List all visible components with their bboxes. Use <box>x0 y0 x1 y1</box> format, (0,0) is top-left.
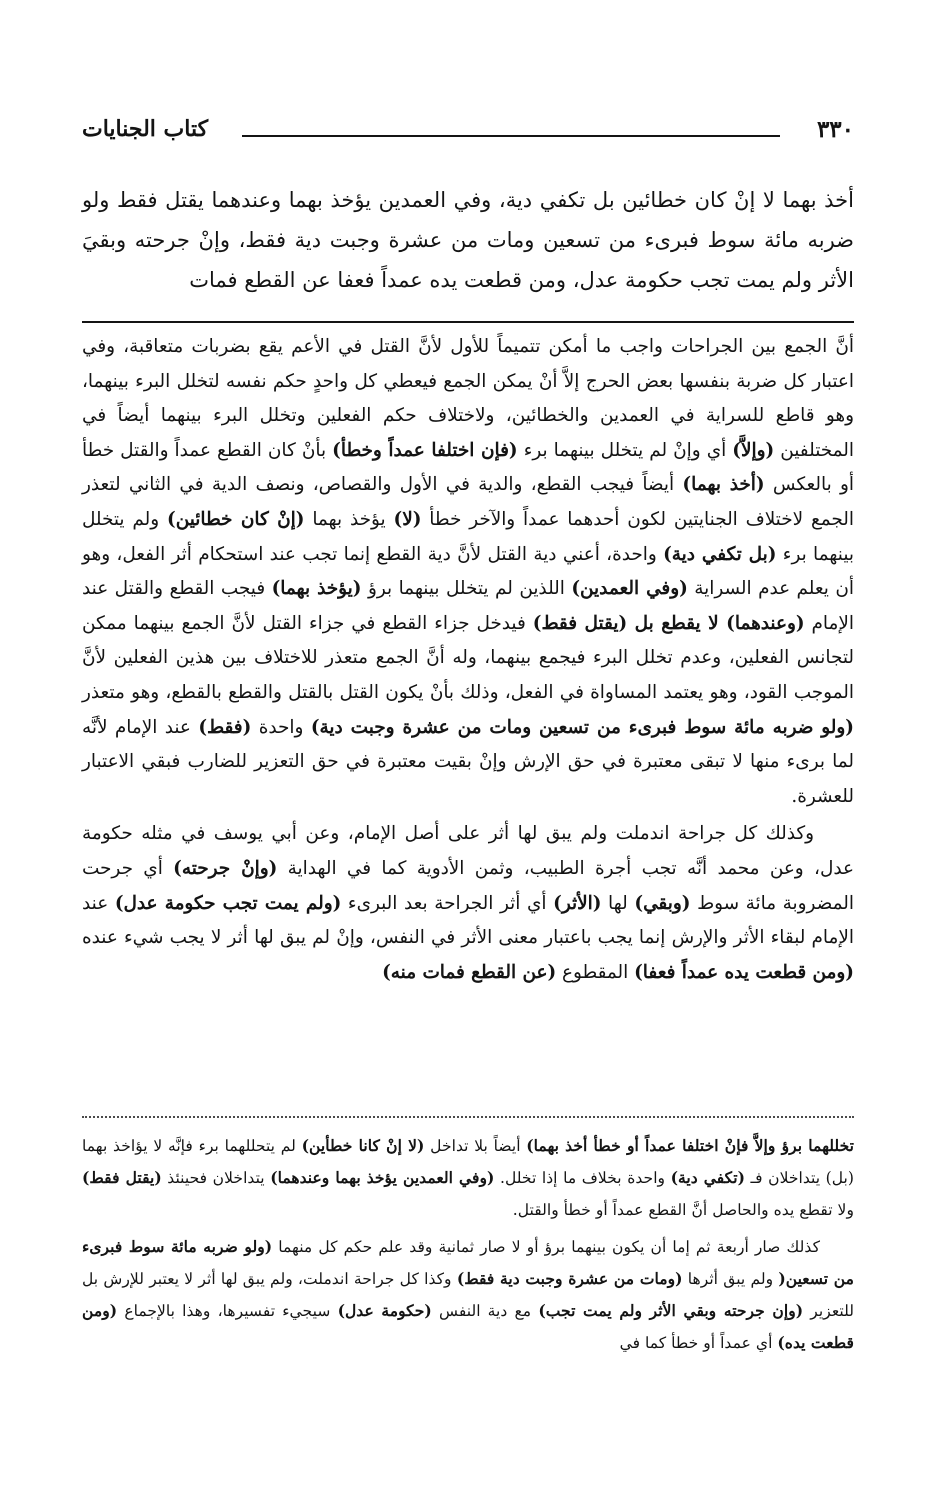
footnote-quote: (ومات من عشرة وجبت دية فقط) <box>456 1269 683 1288</box>
footnote-text: لم يتحللهما برء فإنَّه لا يؤاخذ بهما (بل) يتداخلان فـ <box>82 1137 854 1187</box>
commentary-quote: (ومن قطعت يده عمداً فعفا) <box>634 961 854 983</box>
running-title: كتاب الجنايات <box>82 116 209 142</box>
page-header <box>82 116 854 150</box>
commentary-quote: (يؤخذ بهما) <box>271 578 362 600</box>
header-rule <box>242 135 780 137</box>
commentary-text: فيجب القطع والقتل عند الإمام <box>82 578 854 634</box>
commentary-text: عند الإمام لبقاء الأثر والإرش إنما يجب باعتبار معنى الأثر في النفس، وإنْ لم يبق لها أثر لا يجب شيء عنده <box>82 892 854 949</box>
commentary-paragraph <box>82 817 854 990</box>
commentary-text: بأنْ كان القطع عمداً والقتل خطأ أو بالعكس <box>82 439 854 496</box>
commentary-text: أي وإنْ لم يتخلل بينهما برء <box>523 439 727 461</box>
commentary-text: فيدخل جزاء القطع في جزاء القتل لأنَّ الجمع بينهما ممكن لتجانس الفعلين، وعدم تخلل البرء فيجمع بينهما، وله أنَّ الجمع متعذر للاختلاف بين هذين الفعلين لأنَّ الموجب القود، وهو يعتمد المساواة في الفعل، وذلك بأنْ يكون القتل بالقتل والقطع بالقطع، وهو متعذر <box>82 612 854 703</box>
footnotes <box>82 1130 854 1359</box>
commentary-text: لها <box>608 892 628 914</box>
footnote-divider <box>82 1116 854 1118</box>
commentary-quote: (عن القطع فمات منه) <box>382 961 557 983</box>
commentary-quote: (وإنْ جرحته) <box>173 857 278 879</box>
footnote-quote: (تكفي دية) <box>670 1168 745 1187</box>
footnote-text: ولا تقطع يده والحاصل أنَّ القطع عمداً أو خطأ والقتل. <box>512 1201 854 1219</box>
commentary-text: أنَّ الجمع بين الجراحات واجب ما أمكن تتميماً للأول لأنَّ القتل في الأعم يقع بضربات متعاقبة، وفي اعتبار كل ضربة بنفسها بعض الحرج إلاَّ أنْ يمكن الجمع فيعطي كل واحدٍ حكم نفسه لتخلل البرء بينهما، وهو قاطع للسراية في العمدين والخطائين، ولاختلاف حكم الفعلين وتخلل البرء بينهما أيضاً في المختلفين <box>82 336 854 461</box>
footnote-text: كذلك صار أربعة ثم إما أن يكون بينهما برؤ أو لا صار ثمانية وقد علم حكم كل منهما <box>278 1238 820 1256</box>
main-text-body: أخذ بهما لا إنْ كان خطائين بل تكفي دية، وفي العمدين يؤخذ بهما وعندهما يقتل فقط ولو ضربه مائة سوط فبرىء من تسعين ومات من عشرة وجبت دية فقط، وإنْ جرحته وبقيَ الأثر ولم يمت تجب حكومة عدل، ومن قطعت يده عمداً فعفا عن القطع فمات <box>82 188 854 292</box>
commentary-text: اللذين لم يتخلل بينهما برؤ <box>367 578 565 600</box>
commentary-text: واحدة <box>258 716 304 738</box>
commentary <box>82 330 854 990</box>
footnote-text: ولم يبق أثرها <box>687 1270 774 1288</box>
commentary-text: أي أثر الجراحة بعد البرىء <box>347 892 547 914</box>
commentary-quote: (ولم يمت تجب حكومة عدل) <box>114 892 342 914</box>
footnote-paragraph <box>82 1231 854 1359</box>
commentary-text: ولم يتخلل بينهما برء <box>82 508 854 565</box>
footnote-quote: (وفي العمدين يؤخذ بهما وعندهما) <box>270 1168 495 1187</box>
footnote-quote: (حكومة عدل) <box>337 1301 432 1320</box>
commentary-quote: (فقط) <box>198 716 252 738</box>
commentary-quote: (بل تكفي دية) <box>663 543 777 565</box>
footnote-text: أي عمداً أو خطأ كما في <box>619 1334 773 1352</box>
commentary-quote: (الأثر) <box>553 892 602 914</box>
commentary-text: وكذلك كل جراحة اندملت ولم يبق لها أثر على أصل الإمام، وعن أبي يوسف في مثله حكومة عدل، وعن محمد أنَّه تجب أجرة الطبيب، وثمن الأدوية كما في الهداية <box>82 823 854 879</box>
commentary-text: أي جرحت المضروبة مائة سوط <box>82 857 854 914</box>
footnote-quote: تخللهما برؤ وإلاَّ فإنْ اختلفا عمداً أو خطأ أخذ بهما) <box>526 1136 854 1155</box>
footnote-quote: (يقتل فقط) <box>82 1168 162 1187</box>
commentary-text: أيضاً فيجب القطع، والدية في الأول والقصاص، ونصف الدية في الثاني لتعذر الجمع لاختلاف الجنايتين لكون أحدهما عمداً والآخر خطأ <box>82 474 854 530</box>
commentary-quote: (أخذ بهما) <box>682 474 765 496</box>
commentary-quote: (وبقي) <box>634 892 691 914</box>
commentary-text: يؤخذ بهما <box>312 508 386 530</box>
main-text-divider <box>82 321 854 323</box>
footnote-text: وكذا كل جراحة اندملت، ولم يبق لها أثر لا يعتبر للإرش بل للتعزير <box>82 1270 854 1320</box>
footnote-text: أيضاً بلا تداخل <box>430 1137 521 1155</box>
page-number: ٣٣٠ <box>816 116 854 143</box>
footnote-text: سيجيء تفسيرها، وهذا بالإجماع <box>124 1302 331 1320</box>
commentary-text: المقطوع <box>562 961 629 983</box>
footnote-paragraph <box>82 1130 854 1226</box>
commentary-quote: (وفي العمدين) <box>571 578 688 600</box>
commentary-quote: (وعندهما) لا يقطع بل (يقتل فقط) <box>532 612 805 634</box>
commentary-quote: (إنْ كان خطائين) <box>167 508 305 530</box>
footnote-quote: (ولو ضربه مائة سوط فبرىء من تسعين( <box>82 1237 854 1288</box>
commentary-quote: (لا) <box>393 508 422 530</box>
commentary-paragraph <box>82 330 854 814</box>
commentary-text: واحدة، أعني دية القتل لأنَّ دية القطع إنما تجب عند استحكام أثر الفعل، وهو أن يعلم عدم السراية <box>82 543 854 600</box>
footnote-quote: (ومن قطعت يده) <box>82 1301 854 1352</box>
commentary-quote: (وإلاَّ) <box>732 439 775 461</box>
main-text <box>82 180 854 300</box>
footnote-text: واحدة بخلاف ما إذا تخلل. <box>499 1169 666 1187</box>
commentary-quote: (فإن اختلفا عمداً وخطأ) <box>332 439 518 461</box>
footnote-quote: (لا إنْ كانا خطأين) <box>301 1136 425 1155</box>
footnote-text: مع دية النفس <box>438 1302 532 1320</box>
commentary-quote: (ولو ضربه مائة سوط فبرىء من تسعين ومات من عشرة وجبت دية) <box>310 716 854 738</box>
footnote-quote: (وإن جرحته وبقي الأثر ولم يمت تجب) <box>538 1301 804 1320</box>
commentary-text: عند الإمام لأنَّه لما برىء منها لا تبقى معتبرة في حق الإرش وإنْ بقيت معتبرة في حق التعزير للضارب فبقي الاعتبار للعشرة. <box>82 716 854 807</box>
footnote-text: يتداخلان فحينئذ <box>167 1169 265 1187</box>
